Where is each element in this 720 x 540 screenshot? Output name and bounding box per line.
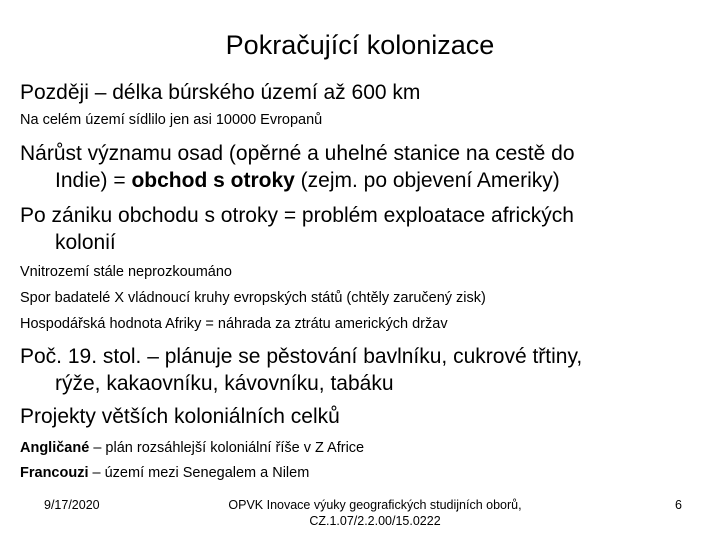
sub-line-europeans: Na celém území sídlilo jen asi 10000 Evropanů [20, 112, 323, 128]
bullet-settlements-growth-cont [20, 167, 560, 194]
bullet-later-boer-territory: Později – délka búrského území až 600 km [20, 81, 421, 104]
emphasis-french: Francouzi [20, 465, 89, 481]
footer-project-line2: CZ.1.07/2.2.00/15.0222 [309, 514, 441, 528]
sub-line-interior: Vnitrozemí stále neprozkoumáno [20, 264, 232, 280]
sub-line-dispute: Spor badatelé X vládnoucí kruhy evropských států (chtěly zaručený zisk) [20, 290, 486, 306]
bullet-colonial-projects: Projekty větších koloniálních celků [20, 405, 340, 428]
footer-project [175, 497, 575, 529]
text-segment: Indie) = [55, 169, 132, 192]
sub-line-economic-value: Hospodářská hodnota Afriky = náhrada za ztrátu amerických držav [20, 316, 448, 332]
emphasis-slave-trade: obchod s otroky [131, 169, 295, 192]
footer-page-number: 6 [675, 498, 682, 512]
text-segment: – plán rozsáhlejší koloniální říše v Z Africe [89, 440, 365, 456]
bullet-exploitation: Po zániku obchodu s otroky = problém exploatace afrických [20, 204, 574, 227]
bullet-exploitation-cont: kolonií [55, 231, 116, 254]
sub-line-english [20, 439, 364, 457]
sub-line-french [20, 464, 309, 482]
footer-project-line1: OPVK Inovace výuky geografických studijních oborů, [228, 498, 522, 512]
footer-date: 9/17/2020 [44, 498, 100, 512]
bullet-settlements-growth: Nárůst významu osad (opěrné a uhelné stanice na cestě do [20, 142, 575, 165]
emphasis-english: Angličané [20, 440, 90, 456]
bullet-19th-century-cont: rýže, kakaovníku, kávovníku, tabáku [55, 372, 394, 395]
text-segment: (zejm. po objevení Ameriky) [294, 169, 560, 192]
slide-title: Pokračující kolonizace [225, 30, 495, 60]
text-segment: – území mezi Senegalem a Nilem [88, 465, 310, 481]
bullet-19th-century: Poč. 19. stol. – plánuje se pěstování bavlníku, cukrové třtiny, [20, 345, 583, 368]
